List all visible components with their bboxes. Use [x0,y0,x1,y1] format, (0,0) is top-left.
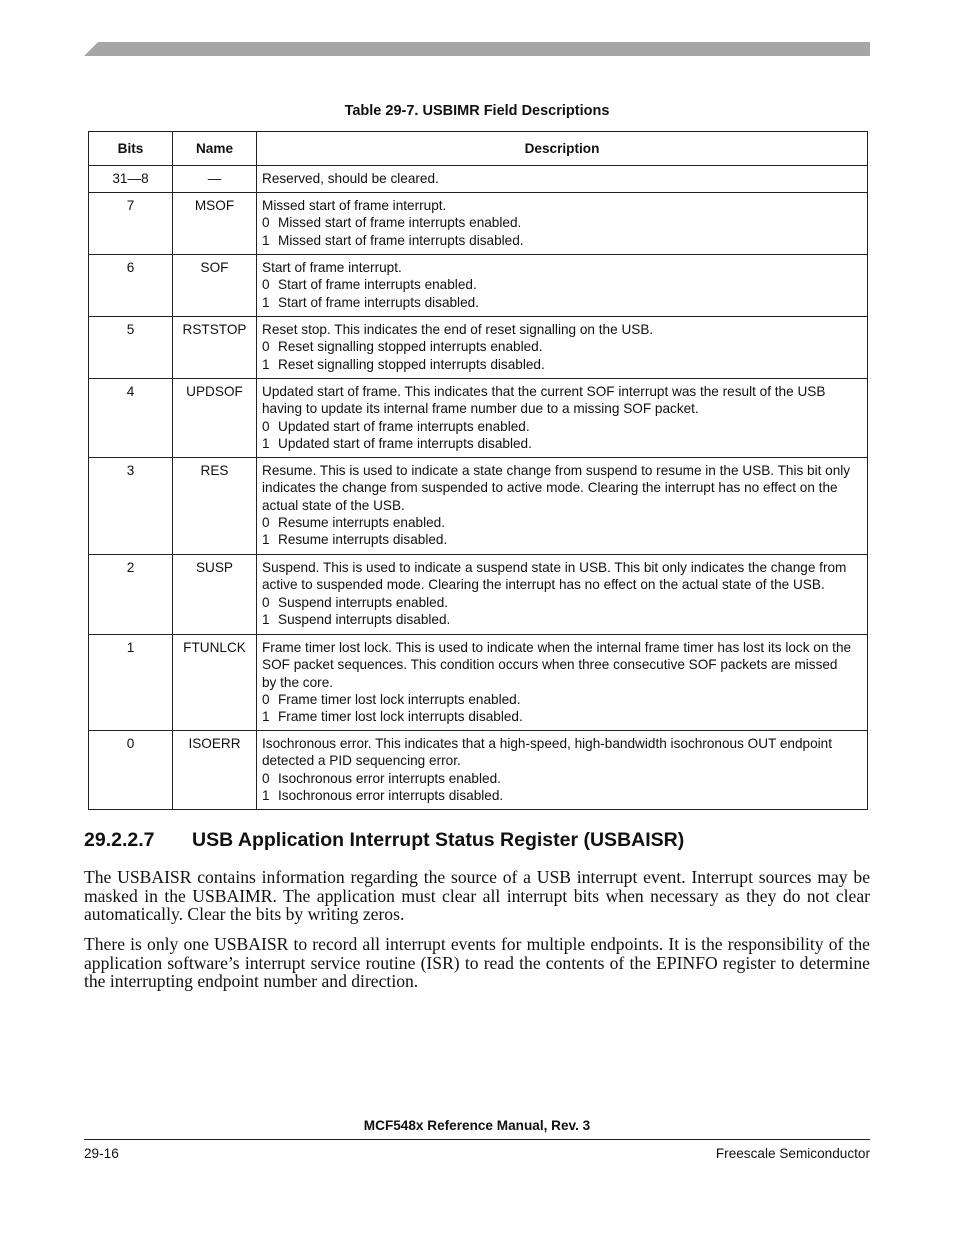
description-line: Start of frame interrupt. [262,260,402,276]
cell-bits: 7 [89,193,173,255]
cell-description [257,193,868,255]
option-text: Suspend interrupts enabled. [278,594,449,610]
option-line [262,691,861,708]
table-row [89,458,868,555]
option-text: Isochronous error interrupts disabled. [278,787,504,803]
option-value: 0 [262,691,270,707]
table-title: Table 29-7. USBIMR Field Descriptions [344,103,610,119]
table-row [89,555,868,635]
cell-name: SOF [173,255,257,317]
cell-description [257,731,868,810]
description-line: Reserved, should be cleared. [262,171,439,186]
description-line: SOF packet sequences. This condition occurs when three consecutive SOF packets are missed [262,657,838,673]
description-line: by the core. [262,674,334,690]
page-number: 29-16 [84,1146,119,1161]
cell-name: RSTSTOP [173,317,257,379]
option-text: Resume interrupts enabled. [278,514,445,530]
field-descriptions-table [88,131,868,810]
option-text: Frame timer lost lock interrupts disabled. [278,709,523,725]
option-value: 1 [262,532,270,548]
table-row [89,193,868,255]
cell-description [257,635,868,731]
cell-description [257,379,868,458]
option-value: 1 [262,787,270,803]
option-text: Missed start of frame interrupts enabled. [278,215,522,231]
option-line [262,531,861,548]
table-row [89,166,868,193]
option-line [262,276,861,293]
option-line [262,356,861,373]
option-text: Frame timer lost lock interrupts enabled. [278,691,521,707]
company-name: Freescale Semiconductor [715,1146,870,1161]
option-value: 0 [262,215,270,231]
description-line: having to update its internal frame number due to a missing SOF packet. [262,401,699,417]
option-line [262,770,861,787]
option-value: 1 [262,294,270,310]
section-heading [84,829,684,852]
section-title: USB Application Interrupt Status Register (USBAISR) [192,829,685,851]
description-line: actual state of the USB. [262,497,405,513]
description-line: detected a PID sequencing error. [262,753,461,769]
header-bits: Bits [89,132,173,166]
table-row [89,255,868,317]
option-line [262,514,861,531]
paragraph: There is only one USBAISR to record all interrupt events for multiple endpoints. It is the responsibility of the application software’s interrupt service routine (ISR) to read the contents of the EPINFO register to determine the interrupting endpoint number and direction. [84,934,870,992]
option-value: 0 [262,339,270,355]
description-line: Resume. This is used to indicate a state change from suspend to resume in the USB. This bit only [262,463,851,479]
cell-name: — [173,166,257,193]
option-line [262,232,861,249]
manual-title: MCF548x Reference Manual, Rev. 3 [363,1118,591,1133]
table-row [89,317,868,379]
footer-rule [84,1139,870,1140]
cell-description [257,458,868,555]
option-text: Start of frame interrupts disabled. [278,294,479,310]
table-row [89,379,868,458]
cell-bits: 4 [89,379,173,458]
cell-description [257,555,868,635]
description-line: active to suspended mode. Clearing the interrupt has no effect on the actual state of the USB. [262,577,825,593]
option-value: 1 [262,611,270,627]
table-row [89,635,868,731]
option-line [262,418,861,435]
cell-name: FTUNLCK [173,635,257,731]
option-text: Suspend interrupts disabled. [278,611,451,627]
option-line [262,338,861,355]
option-value: 0 [262,770,270,786]
option-text: Reset signalling stopped interrupts enabled. [278,339,543,355]
option-value: 1 [262,232,270,248]
description-line: Frame timer lost lock. This is used to indicate when the internal frame timer has lost its lock on the [262,640,852,656]
option-value: 1 [262,709,270,725]
cell-bits: 2 [89,555,173,635]
option-text: Start of frame interrupts enabled. [278,277,477,293]
option-value: 0 [262,514,270,530]
cell-description [257,255,868,317]
cell-bits: 3 [89,458,173,555]
table-header-row [89,132,868,166]
option-value: 0 [262,594,270,610]
option-line [262,214,861,231]
option-text: Isochronous error interrupts enabled. [278,770,501,786]
header-name: Name [173,132,257,166]
option-text: Updated start of frame interrupts disabled. [278,435,532,451]
option-line [262,294,861,311]
option-value: 0 [262,277,270,293]
cell-name: ISOERR [173,731,257,810]
cell-name: RES [173,458,257,555]
description-line: Isochronous error. This indicates that a high-speed, high-bandwidth isochronous OUT endpoint [262,736,833,752]
description-line: Reset stop. This indicates the end of reset signalling on the USB. [262,322,654,338]
option-value: 1 [262,356,270,372]
paragraph: The USBAISR contains information regarding the source of a USB interrupt event. Interrupt sources may be masked in the USBAIMR. The application must clear all interrupt bits when necessary as they do not clear automatically. Clear the bits by writing zeros. [84,867,870,925]
table-row [89,731,868,810]
option-line [262,787,861,804]
description-line: indicates the change from suspended to active mode. Clearing the interrupt has no effect on the [262,480,838,496]
cell-bits: 1 [89,635,173,731]
cell-name: SUSP [173,555,257,635]
cell-bits: 6 [89,255,173,317]
cell-description [257,317,868,379]
description-line: Missed start of frame interrupt. [262,198,447,214]
option-line [262,611,861,628]
header-description: Description [257,132,868,166]
option-line [262,594,861,611]
cell-bits: 0 [89,731,173,810]
option-text: Resume interrupts disabled. [278,532,448,548]
description-line: Suspend. This is used to indicate a suspend state in USB. This bit only indicates the change from [262,560,847,576]
option-text: Updated start of frame interrupts enabled. [278,418,530,434]
option-value: 0 [262,418,270,434]
cell-bits: 31—8 [89,166,173,193]
description-line: Updated start of frame. This indicates that the current SOF interrupt was the result of the USB [262,384,826,400]
option-text: Missed start of frame interrupts disabled. [278,232,524,248]
option-line [262,435,861,452]
option-text: Reset signalling stopped interrupts disabled. [278,356,545,372]
section-number: 29.2.2.7 [84,829,155,851]
option-line [262,708,861,725]
cell-bits: 5 [89,317,173,379]
option-value: 1 [262,435,270,451]
cell-name: MSOF [173,193,257,255]
header-bar [84,42,870,56]
cell-description [257,166,868,193]
cell-name: UPDSOF [173,379,257,458]
